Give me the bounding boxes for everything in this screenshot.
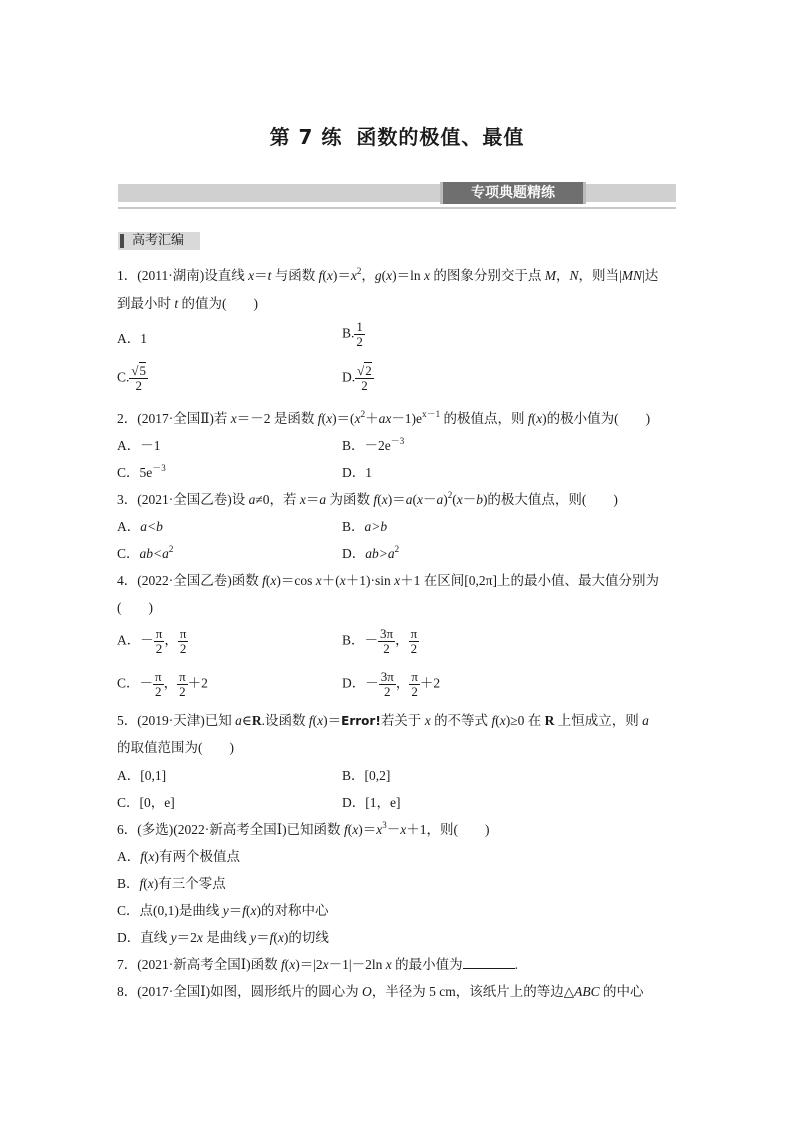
section-title: 高考汇编 (132, 233, 185, 248)
page-title: 第 7 练 函数的极值、最值 (269, 125, 525, 149)
question-6: 6．(多选)(2022·新高考全国Ⅰ)已知函数 $f(x)=x^3-x+1$，则( ) (117, 820, 490, 837)
question-4-line-1: 4．(2022·全国乙卷)函数 f(x)＝cos x＋(x＋1)·sin x＋1 在区间[0,2π]上的最小值、最大值分别为 (117, 573, 659, 588)
q6-option-c: C．点(0,1)是曲线 y＝f(x)的对称中心 (117, 903, 329, 918)
question-2: 2．(2017·全国Ⅱ)若 x＝－2 是函数 $f(x)=(x^2+ax-1)e^{x-1}$ 的极值点，则 f(x)的极小值为( ) (117, 409, 651, 426)
question-1-line-1: 1．(2011·湖南)设直线 x＝t 与函数 $f(x)=x^2$，g(x)＝ln x 的图象分别交于点 M，N，则当|MN|达 (117, 266, 659, 283)
q2-option-d: D．1 (342, 465, 372, 480)
q1-option-c: C. $\frac{√5}{2}$ (117, 363, 147, 393)
q3-option-a: A．a<b (117, 519, 163, 534)
q6-option-d: D．直线 y＝2x 是曲线 y＝f(x)的切线 (117, 930, 329, 945)
question-5-line-2: 的取值范围为( ) (117, 740, 234, 755)
banner-label: 专项典题精练 (440, 182, 586, 204)
q1-option-b: B. $\frac{1}{2}$ (342, 319, 363, 349)
answer-blank[interactable] (463, 956, 515, 969)
q6-option-a: A．f(x)有两个极值点 (117, 849, 241, 864)
q4-option-c: C．－ $\frac{\pi}{2}$ ， $\frac{\pi}{2}$ ＋2 (117, 669, 208, 699)
q2-option-a: A．－1 (117, 438, 161, 453)
question-5-line-1: 5．(2019·天津)已知 a∈R.设函数 f(x)＝Error!若关于 x 的不等式 f(x)≥0 在 R 上恒成立，则 a (117, 713, 649, 728)
q6-option-b: B．f(x)有三个零点 (117, 876, 226, 891)
q3-option-c: C．$ab<a^2$ (117, 544, 174, 561)
q2-option-b: B．$-2e^{-3}$ (342, 436, 405, 453)
question-3: 3．(2021·全国乙卷)设 a≠0，若 x＝a 为函数 $f(x)=a(x-a)^2(x-b)$的极大值点，则( ) (117, 490, 618, 507)
section-banner (118, 180, 676, 212)
q4-option-b: B．－ $\frac{3\pi}{2}$ ， $\frac{\pi}{2}$ (342, 626, 418, 656)
question-7: 7．(2021·新高考全国Ⅰ)函数 f(x)＝|2x－1|－2ln x 的最小值为 . (117, 957, 519, 972)
section-header (118, 232, 200, 250)
q2-option-c: C．$5e^{-3}$ (117, 463, 166, 480)
q4-option-a: A．－ $\frac{\pi}{2}$ ， $\frac{\pi}{2}$ (117, 626, 187, 656)
q5-option-d: D．[1，e] (342, 795, 401, 810)
question-1-line-2: 到最小时 t 的值为( ) (117, 296, 259, 311)
q4-option-d: D．－ $\frac{3\pi}{2}$ ， $\frac{\pi}{2}$ ＋2 (342, 669, 441, 699)
question-8: 8．(2017·全国Ⅰ)如图，圆形纸片的圆心为 O，半径为 5 cm，该纸片上的等边△ABC 的中心 (117, 984, 644, 999)
question-4-line-2: ( ) (117, 600, 153, 615)
q3-option-d: D．$ab>a^2$ (342, 544, 400, 561)
q5-option-c: C．[0，e] (117, 795, 175, 810)
q5-option-b: B．[0,2] (342, 768, 391, 783)
q1-option-d: D. $\frac{√2}{2}$ (342, 363, 372, 393)
q5-option-a: A．[0,1] (117, 768, 167, 783)
q1-option-a: A．1 (117, 331, 147, 346)
q3-option-b: B．a>b (342, 519, 388, 534)
